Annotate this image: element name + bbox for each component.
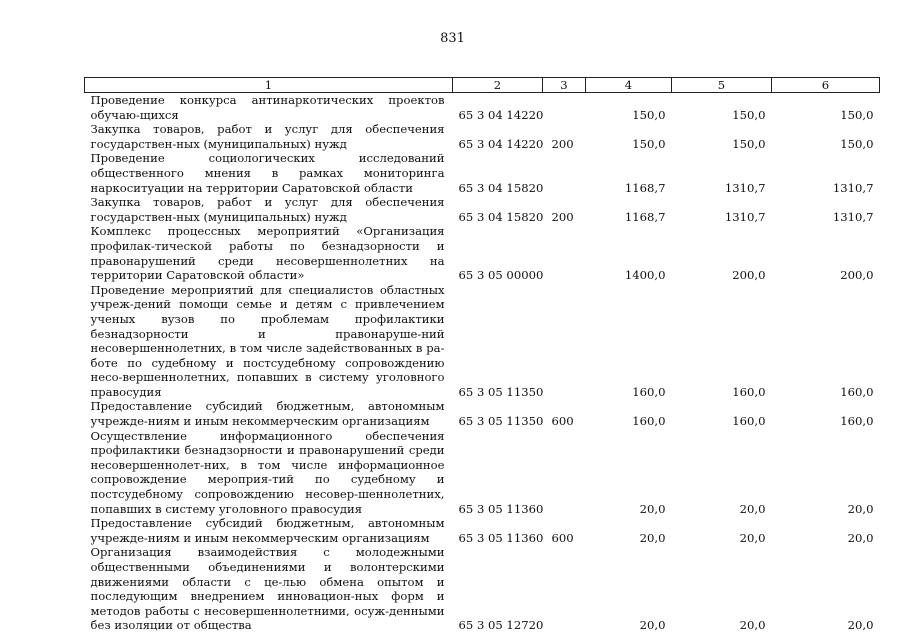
row-value-2: 150,0 bbox=[732, 107, 766, 122]
table-row bbox=[85, 93, 880, 123]
row-name: Закупка товаров, работ и услуг для обеспечения государствен-ных (муниципальных) нужд bbox=[90, 195, 445, 224]
row-value-1: 1168,7 bbox=[624, 180, 666, 195]
row-name: Комплекс процессных мероприятий «Организация профилак-тической работы по безнадзорности и правонарушений среди несовершеннолетних на территории Саратовской области» bbox=[90, 224, 445, 283]
row-name: Организация взаимодействия с молодежными общественными объединениями и волонтерскими движениями области с це-лью обмена опытом и последующим внедрением инновацион-ных форм и методов работы с несовершеннолетними, осуж-денными без изоляции от общества bbox=[90, 545, 445, 633]
header-col-1: 1 bbox=[85, 78, 453, 93]
row-value-3: 20,0 bbox=[847, 530, 874, 545]
row-value-3: 160,0 bbox=[840, 414, 874, 429]
header-col-2: 2 bbox=[453, 78, 543, 93]
table-row bbox=[85, 224, 880, 282]
row-code: 65 3 04 15820 bbox=[458, 180, 544, 195]
row-code: 65 3 05 12720 bbox=[458, 618, 544, 633]
row-value-1: 160,0 bbox=[632, 384, 666, 399]
row-expense-type bbox=[543, 93, 586, 123]
row-name: Проведение мероприятий для специалистов областных учреж-дений помощи семье и детям с привлечением ученых вузов по проблемам профилактики безнадзорности и правонаруше-ний несовершеннолетних, в том числе задействованных в ра-боте по судебному и постсудебному сопровождению несо-вершеннолетних, попавших в систему уголовного правосудия bbox=[90, 282, 445, 399]
row-name: Проведение социологических исследований общественного мнения в рамках мониторинга наркоситуации на территории Саратовской области bbox=[90, 151, 445, 195]
row-name: Закупка товаров, работ и услуг для обеспечения государствен-ных (муниципальных) нужд bbox=[90, 122, 445, 151]
row-expense-type bbox=[543, 224, 586, 282]
row-name: Проведение конкурса антинаркотических проектов обучаю-щихся bbox=[90, 93, 445, 122]
row-value-2: 150,0 bbox=[732, 136, 766, 151]
table-row bbox=[85, 545, 880, 633]
row-value-1: 20,0 bbox=[639, 618, 666, 633]
table-row bbox=[85, 399, 880, 428]
table-row bbox=[85, 516, 880, 545]
row-value-2: 20,0 bbox=[739, 530, 766, 545]
row-name: Осуществление информационного обеспечения профилактики безнадзорности и правонарушений среди несовершеннолет-них, в том числе информационное сопровождение мероприя-тий по судебному и постсудебному сопровождению несовер-шеннолетних, попавших в систему уголовного правосудия bbox=[90, 428, 445, 516]
header-col-6: 6 bbox=[772, 78, 880, 93]
header-col-3: 3 bbox=[543, 78, 586, 93]
row-value-2: 20,0 bbox=[739, 618, 766, 633]
row-value-1: 1400,0 bbox=[624, 268, 666, 283]
row-value-3: 1310,7 bbox=[832, 209, 874, 224]
table-row bbox=[85, 122, 880, 151]
row-value-3: 150,0 bbox=[840, 107, 874, 122]
table-header bbox=[85, 78, 880, 93]
table-row bbox=[85, 195, 880, 224]
row-value-3: 20,0 bbox=[847, 501, 874, 516]
row-value-2: 1310,7 bbox=[724, 209, 766, 224]
table-body bbox=[85, 93, 880, 633]
row-value-2: 160,0 bbox=[732, 384, 766, 399]
row-value-2: 1310,7 bbox=[724, 180, 766, 195]
row-expense-type: 600 bbox=[551, 414, 574, 429]
table-row bbox=[85, 429, 880, 517]
row-code: 65 3 05 11350 bbox=[458, 414, 544, 429]
row-value-2: 20,0 bbox=[739, 501, 766, 516]
row-value-3: 150,0 bbox=[840, 136, 874, 151]
page-number: 831 bbox=[440, 31, 465, 46]
row-code: 65 3 05 11350 bbox=[458, 384, 544, 399]
row-value-1: 150,0 bbox=[632, 107, 666, 122]
row-expense-type: 600 bbox=[551, 530, 574, 545]
table-row bbox=[85, 151, 880, 195]
row-code: 65 3 05 11360 bbox=[458, 530, 544, 545]
budget-table bbox=[84, 77, 880, 633]
row-expense-type bbox=[543, 545, 586, 633]
row-code: 65 3 04 14220 bbox=[458, 136, 544, 151]
header-col-4: 4 bbox=[586, 78, 672, 93]
row-code: 65 3 04 15820 bbox=[458, 209, 544, 224]
row-code: 65 3 04 14220 bbox=[458, 107, 544, 122]
row-code: 65 3 05 11360 bbox=[458, 501, 544, 516]
row-name: Предоставление субсидий бюджетным, автономным учрежде-ниям и иным некоммерческим организациям bbox=[90, 516, 445, 545]
row-value-2: 200,0 bbox=[732, 268, 766, 283]
header-col-5: 5 bbox=[672, 78, 772, 93]
row-value-3: 160,0 bbox=[840, 384, 874, 399]
row-value-1: 1168,7 bbox=[624, 209, 666, 224]
row-value-3: 1310,7 bbox=[832, 180, 874, 195]
row-expense-type bbox=[543, 429, 586, 517]
header-row bbox=[85, 78, 880, 93]
row-value-1: 150,0 bbox=[632, 136, 666, 151]
row-expense-type: 200 bbox=[551, 136, 574, 151]
row-value-3: 200,0 bbox=[840, 268, 874, 283]
row-expense-type bbox=[543, 283, 586, 400]
row-code: 65 3 05 00000 bbox=[458, 268, 544, 283]
row-expense-type bbox=[543, 151, 586, 195]
row-value-3: 20,0 bbox=[847, 618, 874, 633]
row-value-1: 160,0 bbox=[632, 414, 666, 429]
row-expense-type: 200 bbox=[551, 209, 574, 224]
row-value-2: 160,0 bbox=[732, 414, 766, 429]
row-value-1: 20,0 bbox=[639, 530, 666, 545]
row-value-1: 20,0 bbox=[639, 501, 666, 516]
row-name: Предоставление субсидий бюджетным, автономным учрежде-ниям и иным некоммерческим организациям bbox=[90, 399, 445, 429]
table-row bbox=[85, 283, 880, 400]
